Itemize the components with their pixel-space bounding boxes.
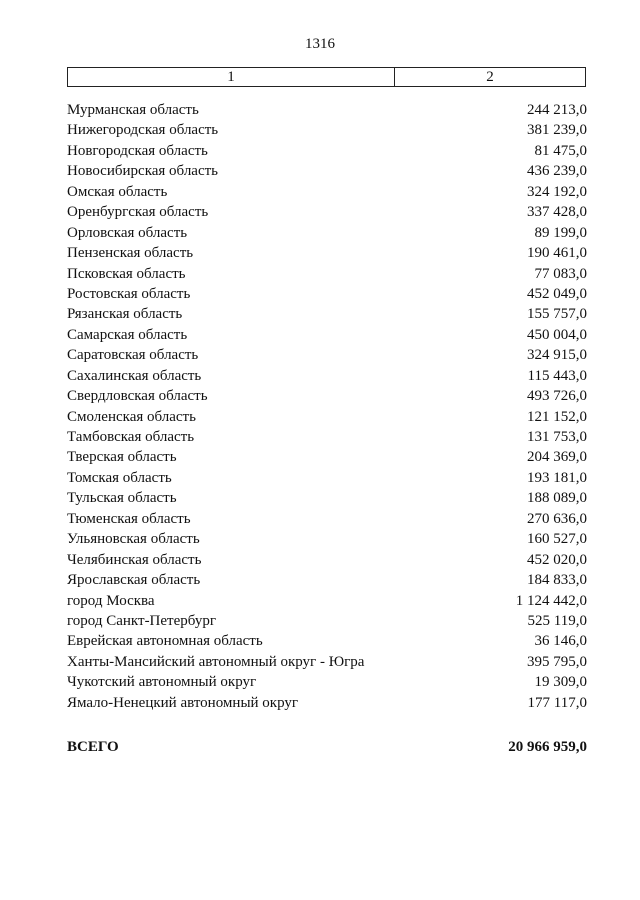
region-name: Ульяновская область bbox=[67, 531, 200, 548]
table-row bbox=[67, 223, 587, 243]
table-row bbox=[67, 570, 587, 590]
region-name: Тульская область bbox=[67, 490, 177, 507]
table-row bbox=[67, 447, 587, 467]
region-name: Тамбовская область bbox=[67, 429, 195, 445]
region-value: 89 199,0 bbox=[534, 224, 587, 241]
region-value: 525 119,0 bbox=[527, 612, 587, 629]
table-row bbox=[67, 693, 587, 713]
region-name: Саратовская область bbox=[67, 347, 199, 364]
region-value: 381 239,0 bbox=[527, 122, 587, 139]
table-header bbox=[67, 67, 586, 87]
table-row bbox=[67, 182, 587, 202]
region-value: 121 152,0 bbox=[527, 408, 587, 425]
region-value: 184 833,0 bbox=[527, 572, 587, 589]
table-row bbox=[67, 407, 587, 427]
region-name: Томская область bbox=[67, 469, 172, 486]
region-name: Пензенская область bbox=[67, 245, 194, 262]
region-value: 81 475,0 bbox=[534, 142, 587, 159]
region-value: 324 915,0 bbox=[527, 347, 587, 364]
region-name: Мурманская область bbox=[67, 102, 199, 118]
region-value: 450 004,0 bbox=[527, 326, 587, 343]
table-row bbox=[67, 325, 587, 345]
region-value: 204 369,0 bbox=[527, 449, 587, 466]
table-row bbox=[67, 591, 587, 611]
region-value: 244 213,0 bbox=[527, 102, 587, 118]
region-name: Ростовская область bbox=[67, 285, 191, 302]
table-row bbox=[67, 120, 587, 140]
region-list bbox=[67, 100, 587, 713]
region-value: 177 117,0 bbox=[527, 694, 587, 711]
region-name: Свердловская область bbox=[67, 388, 208, 405]
table-row bbox=[67, 100, 587, 120]
table-row bbox=[67, 427, 587, 447]
region-name: Смоленская область bbox=[67, 408, 196, 425]
region-value: 115 443,0 bbox=[527, 367, 587, 384]
region-name: Ямало-Ненецкий автономный округ bbox=[67, 694, 299, 711]
region-name: город Москва bbox=[67, 592, 155, 609]
table-row bbox=[67, 386, 587, 406]
total-row bbox=[67, 736, 587, 758]
table-row bbox=[67, 304, 587, 324]
table-row bbox=[67, 529, 587, 549]
total-value: 20 966 959,0 bbox=[508, 739, 587, 755]
region-name: Челябинская область bbox=[67, 551, 202, 568]
region-value: 436 239,0 bbox=[527, 163, 587, 180]
region-value: 188 089,0 bbox=[527, 490, 587, 507]
region-value: 155 757,0 bbox=[527, 306, 587, 323]
region-name: город Санкт-Петербург bbox=[67, 612, 216, 629]
total-label: ВСЕГО bbox=[67, 739, 119, 755]
table-row bbox=[67, 672, 587, 692]
region-name: Ярославская область bbox=[67, 572, 201, 589]
table-row bbox=[67, 161, 587, 181]
region-value: 452 020,0 bbox=[527, 551, 587, 568]
region-name: Чукотский автономный округ bbox=[67, 674, 257, 691]
header-column-1: 1 bbox=[68, 68, 395, 86]
region-value: 160 527,0 bbox=[527, 531, 587, 548]
page-number: 1316 bbox=[305, 36, 335, 52]
region-name: Ханты-Мансийский автономный округ - Югра bbox=[67, 653, 365, 670]
region-name: Рязанская область bbox=[67, 306, 183, 323]
table-row bbox=[67, 366, 587, 386]
region-name: Псковская область bbox=[67, 265, 186, 282]
region-name: Самарская область bbox=[67, 326, 188, 343]
table-row bbox=[67, 488, 587, 508]
region-value: 77 083,0 bbox=[534, 265, 587, 282]
region-name: Тверская область bbox=[67, 449, 177, 466]
table-row bbox=[67, 611, 587, 631]
table-row bbox=[67, 652, 587, 672]
region-value: 337 428,0 bbox=[527, 204, 587, 221]
region-name: Еврейская автономная область bbox=[67, 633, 263, 650]
region-name: Орловская область bbox=[67, 224, 188, 241]
region-value: 270 636,0 bbox=[527, 510, 587, 527]
header-column-2: 2 bbox=[486, 68, 494, 85]
table-row bbox=[67, 202, 587, 222]
region-name: Омская область bbox=[67, 183, 168, 200]
region-name: Новосибирская область bbox=[67, 163, 219, 180]
region-name: Оренбургская область bbox=[67, 204, 209, 221]
region-value: 395 795,0 bbox=[527, 653, 587, 670]
table-row bbox=[67, 345, 587, 365]
table-row bbox=[67, 264, 587, 284]
region-value: 36 146,0 bbox=[534, 633, 587, 650]
region-value: 324 192,0 bbox=[527, 183, 587, 200]
table-row bbox=[67, 243, 587, 263]
region-name: Тюменская область bbox=[67, 510, 191, 527]
region-value: 190 461,0 bbox=[527, 245, 587, 262]
table-row bbox=[67, 509, 587, 529]
region-name: Новгородская область bbox=[67, 142, 208, 159]
table-row bbox=[67, 284, 587, 304]
table-row bbox=[67, 631, 587, 651]
region-name: Сахалинская область bbox=[67, 367, 202, 384]
region-value: 19 309,0 bbox=[534, 674, 587, 691]
region-value: 493 726,0 bbox=[527, 388, 587, 405]
region-name: Нижегородская область bbox=[67, 122, 219, 139]
table-row bbox=[67, 468, 587, 488]
region-value: 1 124 442,0 bbox=[515, 592, 587, 609]
table-row bbox=[67, 550, 587, 570]
table-row bbox=[67, 141, 587, 161]
region-value: 131 753,0 bbox=[527, 429, 587, 445]
region-value: 452 049,0 bbox=[527, 285, 587, 302]
region-value: 193 181,0 bbox=[527, 469, 587, 486]
